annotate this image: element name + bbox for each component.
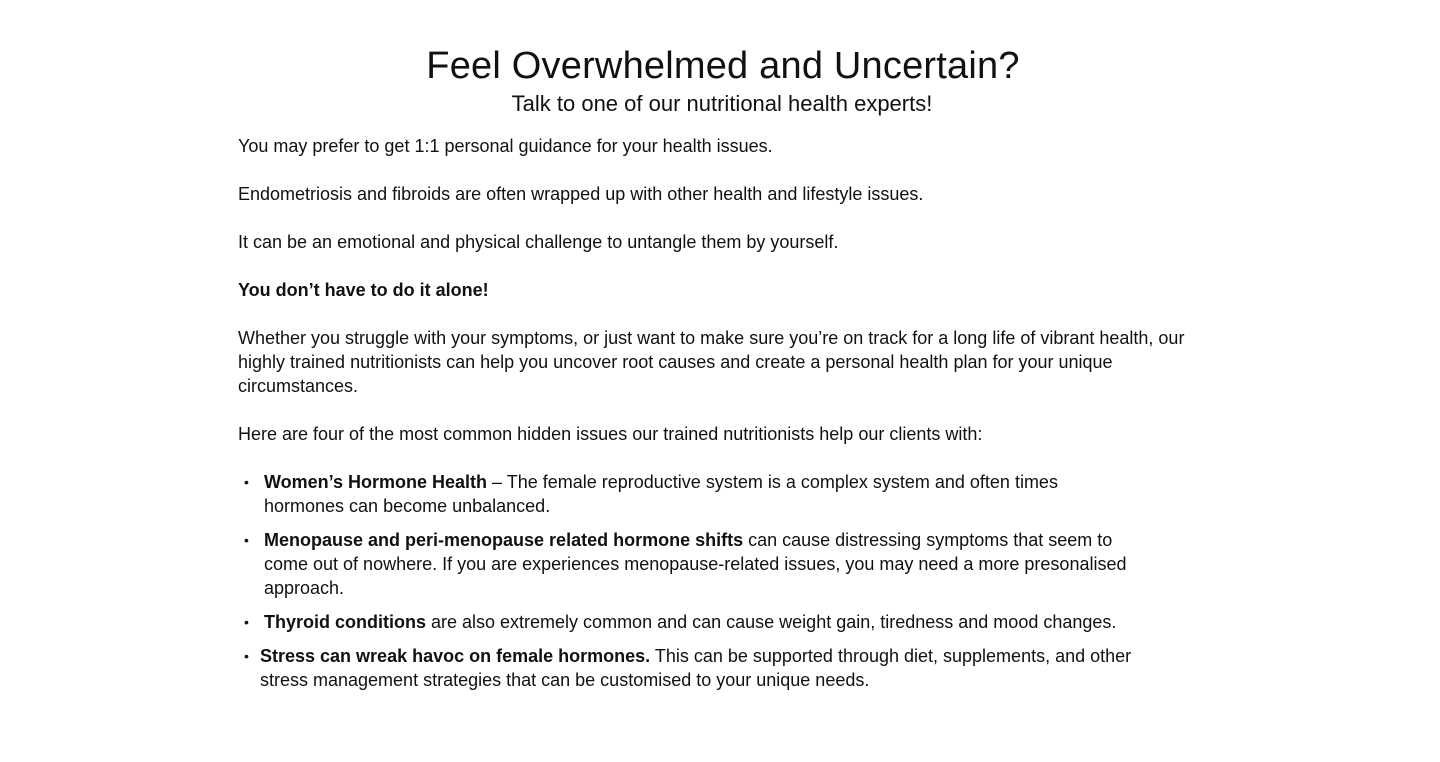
list-item [238, 470, 1114, 518]
list-item [238, 644, 1140, 692]
bullet-icon: • [244, 532, 249, 548]
list-item-title: Stress can wreak havoc on female hormones. [260, 646, 651, 666]
bullet-icon: • [244, 648, 249, 664]
list-item-text: This can be supported through diet, supplements, and other stress management strategies that can be customised to your unique needs. [260, 646, 1132, 690]
bullet-icon: • [244, 614, 249, 630]
list-item [238, 528, 1144, 600]
main-content [238, 134, 1208, 702]
emphasis-statement: You don’t have to do it alone! [238, 280, 489, 300]
paragraph-endometriosis: Endometriosis and fibroids are often wrapped up with other health and lifestyle issues. [238, 184, 924, 204]
page-title: Feel Overwhelmed and Uncertain? [426, 45, 1020, 87]
list-item [238, 610, 1184, 634]
list-item-title: Menopause and peri-menopause related hormone shifts [264, 530, 744, 550]
paragraph-challenge: It can be an emotional and physical challenge to untangle them by yourself. [238, 232, 839, 252]
list-item-title: Thyroid conditions [264, 612, 426, 632]
list-item-title: Women’s Hormone Health [264, 472, 488, 492]
page-subtitle: Talk to one of our nutritional health experts! [511, 91, 933, 116]
bullet-icon: • [244, 474, 249, 490]
list-item-text: are also extremely common and can cause weight gain, tiredness and mood changes. [426, 612, 1117, 632]
paragraph-nutritionists: Whether you struggle with your symptoms, or just want to make sure you’re on track for a long life of vibrant health, our highly trained nutritionists can help you uncover root causes and create a personal health plan for your unique circumstances. [238, 328, 1185, 396]
list-intro: Here are four of the most common hidden issues our trained nutritionists help our clients with: [238, 424, 983, 444]
issues-list [238, 470, 1158, 692]
paragraph-guidance: You may prefer to get 1:1 personal guidance for your health issues. [238, 136, 773, 156]
list-item-text: can cause distressing symptoms that seem to come out of nowhere. If you are experiences menopause-related issues, you may need a more presonalised approach. [264, 530, 1127, 598]
list-item-text: – The female reproductive system is a complex system and often times hormones can become unbalanced. [264, 472, 1058, 516]
